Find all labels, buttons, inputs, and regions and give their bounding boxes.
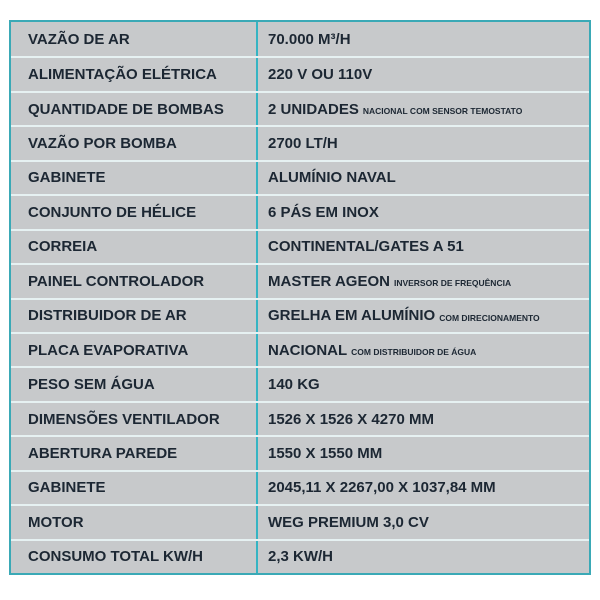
spec-note: COM DISTRIBUIDOR DE ÁGUA: [351, 347, 477, 358]
spec-row: [11, 332, 589, 366]
spec-label: DIMENSÕES VENTILADOR: [11, 403, 258, 435]
spec-value: 2700 LT/H: [268, 135, 338, 153]
spec-label: ALIMENTAÇÃO ELÉTRICA: [11, 58, 258, 90]
spec-value: 2 UNIDADES: [268, 100, 359, 118]
spec-label: PAINEL CONTROLADOR: [11, 265, 258, 297]
spec-value: 220 V OU 110V: [268, 66, 373, 84]
spec-row: [11, 263, 589, 297]
spec-value-cell: [258, 265, 589, 297]
spec-value-cell: [258, 127, 589, 159]
spec-value: 1550 X 1550 MM: [268, 444, 383, 462]
spec-value-cell: [258, 22, 589, 56]
spec-value-cell: [258, 437, 589, 469]
spec-row: [11, 504, 589, 538]
spec-value: 2045,11 X 2267,00 X 1037,84 MM: [268, 479, 496, 497]
spec-value: 140 KG: [268, 376, 320, 394]
spec-value-cell: [258, 541, 589, 573]
spec-value: GRELHA EM ALUMÍNIO: [268, 307, 436, 325]
spec-note: INVERSOR DE FREQUÊNCIA: [393, 278, 512, 289]
spec-value: NACIONAL: [268, 341, 348, 359]
spec-note: NACIONAL COM SENSOR TEMOSTATO: [362, 106, 523, 117]
spec-value: 6 PÁS EM INOX: [268, 203, 379, 221]
spec-label: DISTRIBUIDOR DE AR: [11, 300, 258, 332]
spec-label: MOTOR: [11, 506, 258, 538]
spec-label: GABINETE: [11, 162, 258, 194]
spec-value: 1526 X 1526 X 4270 MM: [268, 410, 434, 428]
spec-label: PESO SEM ÁGUA: [11, 368, 258, 400]
spec-row: [11, 22, 589, 56]
spec-value-cell: [258, 162, 589, 194]
spec-value-cell: [258, 334, 589, 366]
spec-label: PLACA EVAPORATIVA: [11, 334, 258, 366]
spec-value-cell: [258, 93, 589, 125]
spec-label: QUANTIDADE DE BOMBAS: [11, 93, 258, 125]
spec-value: 70.000 M³/H: [268, 30, 351, 48]
spec-label: ABERTURA PAREDE: [11, 437, 258, 469]
spec-row: [11, 470, 589, 504]
spec-label: CONJUNTO DE HÉLICE: [11, 196, 258, 228]
spec-label: CONSUMO TOTAL KW/H: [11, 541, 258, 573]
spec-label: VAZÃO POR BOMBA: [11, 127, 258, 159]
spec-value: MASTER AGEON: [268, 272, 390, 290]
spec-value-cell: [258, 403, 589, 435]
spec-value-cell: [258, 300, 589, 332]
spec-value-cell: [258, 506, 589, 538]
spec-value-cell: [258, 196, 589, 228]
spec-row: [11, 401, 589, 435]
spec-value: CONTINENTAL/GATES A 51: [268, 238, 464, 256]
spec-value-cell: [258, 58, 589, 90]
spec-label: CORREIA: [11, 231, 258, 263]
spec-value: 2,3 KW/H: [268, 548, 334, 566]
spec-row: [11, 125, 589, 159]
spec-row: [11, 298, 589, 332]
spec-row: [11, 435, 589, 469]
spec-value-cell: [258, 368, 589, 400]
spec-row: [11, 194, 589, 228]
spec-value-cell: [258, 231, 589, 263]
spec-table: [9, 20, 591, 575]
spec-row: [11, 160, 589, 194]
spec-note: COM DIRECIONAMENTO: [439, 312, 540, 323]
spec-value: WEG PREMIUM 3,0 CV: [268, 513, 429, 531]
spec-row: [11, 366, 589, 400]
spec-value-cell: [258, 472, 589, 504]
spec-row: [11, 56, 589, 90]
spec-row: [11, 229, 589, 263]
spec-row: [11, 539, 589, 573]
spec-label: GABINETE: [11, 472, 258, 504]
spec-value: ALUMÍNIO NAVAL: [268, 169, 396, 187]
spec-label: VAZÃO DE AR: [11, 22, 258, 56]
spec-row: [11, 91, 589, 125]
